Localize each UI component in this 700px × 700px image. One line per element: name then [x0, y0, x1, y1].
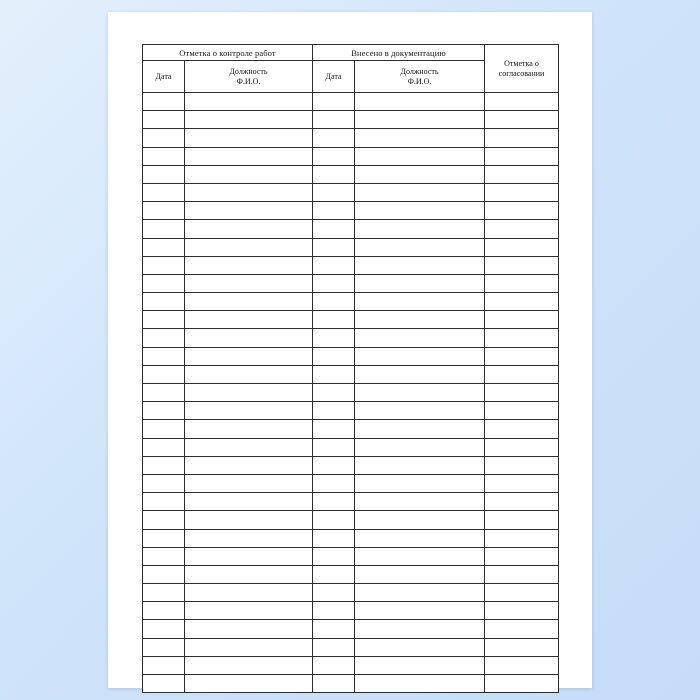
- table-body: [143, 93, 559, 693]
- table-cell[interactable]: [355, 238, 485, 256]
- table-cell[interactable]: [355, 111, 485, 129]
- table-cell[interactable]: [313, 202, 355, 220]
- header-date-documentation: [313, 61, 355, 93]
- table-cell[interactable]: [185, 293, 313, 311]
- table-cell[interactable]: [143, 584, 185, 602]
- table-cell[interactable]: [143, 365, 185, 383]
- table-row[interactable]: [143, 402, 559, 420]
- table-header: [143, 45, 559, 93]
- table-row[interactable]: [143, 93, 559, 111]
- table-row[interactable]: [143, 238, 559, 256]
- table-cell[interactable]: [355, 620, 485, 638]
- header-date-control-line1: Дата: [155, 71, 172, 81]
- table-cell[interactable]: [313, 656, 355, 674]
- table-cell[interactable]: [355, 93, 485, 111]
- table-row[interactable]: [143, 584, 559, 602]
- table-container: [142, 44, 558, 693]
- table-row[interactable]: [143, 511, 559, 529]
- table-cell[interactable]: [143, 456, 185, 474]
- table-cell[interactable]: [143, 111, 185, 129]
- table-cell[interactable]: [355, 220, 485, 238]
- table-cell[interactable]: [485, 274, 559, 292]
- table-row[interactable]: [143, 311, 559, 329]
- table-cell[interactable]: [485, 474, 559, 492]
- table-cell[interactable]: [313, 129, 355, 147]
- table-cell[interactable]: [143, 274, 185, 292]
- table-cell[interactable]: [355, 420, 485, 438]
- table-cell[interactable]: [485, 384, 559, 402]
- table-cell[interactable]: [355, 402, 485, 420]
- table-cell[interactable]: [355, 384, 485, 402]
- table-cell[interactable]: [485, 638, 559, 656]
- table-cell[interactable]: [485, 111, 559, 129]
- table-cell[interactable]: [313, 584, 355, 602]
- table-cell[interactable]: [355, 293, 485, 311]
- table-cell[interactable]: [185, 311, 313, 329]
- table-cell[interactable]: [485, 420, 559, 438]
- header-position-documentation: [355, 61, 485, 93]
- table-cell[interactable]: [485, 256, 559, 274]
- table-cell[interactable]: [313, 456, 355, 474]
- table-row[interactable]: [143, 420, 559, 438]
- table-cell[interactable]: [313, 493, 355, 511]
- table-cell[interactable]: [185, 456, 313, 474]
- group-header-control: Отметка о контроле работ: [143, 45, 313, 61]
- table-cell[interactable]: [185, 202, 313, 220]
- table-cell[interactable]: [313, 329, 355, 347]
- table-cell[interactable]: [485, 165, 559, 183]
- table-cell[interactable]: [313, 474, 355, 492]
- table-cell[interactable]: [485, 656, 559, 674]
- table-cell[interactable]: [185, 129, 313, 147]
- table-cell[interactable]: [313, 511, 355, 529]
- document-page: [108, 12, 592, 688]
- table-row[interactable]: [143, 183, 559, 201]
- table-cell[interactable]: [313, 111, 355, 129]
- header-position-control-line2: Ф.И.О.: [236, 76, 261, 86]
- table-cell[interactable]: [185, 220, 313, 238]
- header-date-control: [143, 61, 185, 93]
- table-cell[interactable]: [485, 511, 559, 529]
- table-cell[interactable]: [485, 547, 559, 565]
- table-row[interactable]: [143, 329, 559, 347]
- table-cell[interactable]: [485, 438, 559, 456]
- header-approval-line2: согласовании: [498, 68, 545, 78]
- table-cell[interactable]: [185, 565, 313, 583]
- table-row[interactable]: [143, 493, 559, 511]
- table-row[interactable]: [143, 111, 559, 129]
- table-cell[interactable]: [143, 402, 185, 420]
- table-cell[interactable]: [143, 293, 185, 311]
- table-cell[interactable]: [313, 93, 355, 111]
- table-cell[interactable]: [185, 675, 313, 693]
- table-row[interactable]: [143, 129, 559, 147]
- table-cell[interactable]: [185, 402, 313, 420]
- table-cell[interactable]: [313, 529, 355, 547]
- table-cell[interactable]: [313, 256, 355, 274]
- table-cell[interactable]: [143, 565, 185, 583]
- table-cell[interactable]: [185, 420, 313, 438]
- table-cell[interactable]: [143, 638, 185, 656]
- header-date-documentation-line1: Дата: [325, 71, 342, 81]
- table-cell[interactable]: [185, 165, 313, 183]
- table-cell[interactable]: [485, 293, 559, 311]
- table-row[interactable]: [143, 438, 559, 456]
- table-cell[interactable]: [313, 384, 355, 402]
- table-cell[interactable]: [485, 565, 559, 583]
- table-cell[interactable]: [355, 547, 485, 565]
- table-cell[interactable]: [313, 675, 355, 693]
- table-cell[interactable]: [355, 165, 485, 183]
- table-cell[interactable]: [355, 584, 485, 602]
- table-cell[interactable]: [185, 547, 313, 565]
- header-position-documentation-line1: Должность: [400, 66, 439, 76]
- table-cell[interactable]: [313, 402, 355, 420]
- table-cell[interactable]: [485, 602, 559, 620]
- table-cell[interactable]: [143, 620, 185, 638]
- header-position-control: [185, 61, 313, 93]
- table-cell[interactable]: [485, 129, 559, 147]
- table-cell[interactable]: [355, 129, 485, 147]
- table-cell[interactable]: [313, 274, 355, 292]
- table-cell[interactable]: [313, 347, 355, 365]
- table-cell[interactable]: [485, 147, 559, 165]
- table-cell[interactable]: [143, 129, 185, 147]
- table-row[interactable]: [143, 638, 559, 656]
- table-cell[interactable]: [355, 256, 485, 274]
- table-cell[interactable]: [485, 220, 559, 238]
- table-cell[interactable]: [185, 493, 313, 511]
- table-row[interactable]: [143, 456, 559, 474]
- table-cell[interactable]: [355, 438, 485, 456]
- table-cell[interactable]: [185, 256, 313, 274]
- table-cell[interactable]: [355, 529, 485, 547]
- table-cell[interactable]: [143, 93, 185, 111]
- table-cell[interactable]: [143, 347, 185, 365]
- table-row[interactable]: [143, 293, 559, 311]
- table-row[interactable]: [143, 620, 559, 638]
- table-cell[interactable]: [143, 202, 185, 220]
- table-cell[interactable]: [355, 675, 485, 693]
- table-cell[interactable]: [143, 474, 185, 492]
- table-cell[interactable]: [143, 529, 185, 547]
- table-cell[interactable]: [185, 365, 313, 383]
- table-cell[interactable]: [355, 347, 485, 365]
- table-row[interactable]: [143, 365, 559, 383]
- header-position-documentation-line2: Ф.И.О.: [407, 76, 432, 86]
- table-cell[interactable]: [143, 147, 185, 165]
- table-cell[interactable]: [485, 311, 559, 329]
- table-row[interactable]: [143, 347, 559, 365]
- table-cell[interactable]: [313, 438, 355, 456]
- table-cell[interactable]: [185, 147, 313, 165]
- table-cell[interactable]: [143, 329, 185, 347]
- table-cell[interactable]: [185, 93, 313, 111]
- table-cell[interactable]: [313, 547, 355, 565]
- table-cell[interactable]: [143, 602, 185, 620]
- table-row[interactable]: [143, 147, 559, 165]
- table-cell[interactable]: [313, 602, 355, 620]
- table-cell[interactable]: [313, 147, 355, 165]
- table-row[interactable]: [143, 165, 559, 183]
- table-row[interactable]: [143, 602, 559, 620]
- table-cell[interactable]: [313, 220, 355, 238]
- table-cell[interactable]: [185, 638, 313, 656]
- table-row[interactable]: [143, 384, 559, 402]
- table-cell[interactable]: [143, 165, 185, 183]
- header-approval-line1: Отметка о: [504, 58, 539, 68]
- table-cell[interactable]: [313, 293, 355, 311]
- table-cell[interactable]: [313, 638, 355, 656]
- table-row[interactable]: [143, 675, 559, 693]
- table-cell[interactable]: [355, 329, 485, 347]
- table-cell[interactable]: [485, 402, 559, 420]
- group-header-documentation: Внесено в документацию: [313, 45, 485, 61]
- table-cell[interactable]: [355, 274, 485, 292]
- table-cell[interactable]: [185, 438, 313, 456]
- table-cell[interactable]: [355, 493, 485, 511]
- table-cell[interactable]: [355, 602, 485, 620]
- table-cell[interactable]: [185, 183, 313, 201]
- table-cell[interactable]: [143, 493, 185, 511]
- table-row[interactable]: [143, 274, 559, 292]
- table-cell[interactable]: [313, 365, 355, 383]
- table-cell[interactable]: [185, 656, 313, 674]
- table-cell[interactable]: [185, 347, 313, 365]
- table-cell[interactable]: [485, 529, 559, 547]
- table-cell[interactable]: [485, 620, 559, 638]
- header-position-control-line1: Должность: [229, 66, 268, 76]
- table-row[interactable]: [143, 220, 559, 238]
- table-row[interactable]: [143, 256, 559, 274]
- table-cell[interactable]: [313, 165, 355, 183]
- table-row[interactable]: [143, 656, 559, 674]
- table-cell[interactable]: [355, 656, 485, 674]
- table-cell[interactable]: [313, 238, 355, 256]
- table-cell[interactable]: [355, 511, 485, 529]
- table-cell[interactable]: [313, 311, 355, 329]
- table-cell[interactable]: [355, 456, 485, 474]
- table-cell[interactable]: [143, 311, 185, 329]
- table-cell[interactable]: [185, 584, 313, 602]
- table-cell[interactable]: [355, 202, 485, 220]
- table-cell[interactable]: [313, 183, 355, 201]
- table-cell[interactable]: [485, 183, 559, 201]
- table-cell[interactable]: [143, 256, 185, 274]
- table-cell[interactable]: [143, 656, 185, 674]
- table-cell[interactable]: [185, 620, 313, 638]
- table-cell[interactable]: [185, 511, 313, 529]
- table-cell[interactable]: [355, 147, 485, 165]
- table-cell[interactable]: [355, 183, 485, 201]
- table-cell[interactable]: [185, 238, 313, 256]
- table-cell[interactable]: [143, 547, 185, 565]
- table-cell[interactable]: [485, 675, 559, 693]
- table-cell[interactable]: [143, 183, 185, 201]
- table-cell[interactable]: [485, 365, 559, 383]
- table-cell[interactable]: [185, 529, 313, 547]
- table-row[interactable]: [143, 474, 559, 492]
- table-cell[interactable]: [485, 238, 559, 256]
- table-cell[interactable]: [355, 365, 485, 383]
- table-row[interactable]: [143, 529, 559, 547]
- table-cell[interactable]: [485, 493, 559, 511]
- table-cell[interactable]: [143, 220, 185, 238]
- header-approval-mark: [485, 45, 559, 93]
- table-row[interactable]: [143, 202, 559, 220]
- table-cell[interactable]: [485, 584, 559, 602]
- table-cell[interactable]: [185, 602, 313, 620]
- table-cell[interactable]: [143, 511, 185, 529]
- table-cell[interactable]: [313, 565, 355, 583]
- table-cell[interactable]: [143, 420, 185, 438]
- table-cell[interactable]: [185, 111, 313, 129]
- table-cell[interactable]: [355, 638, 485, 656]
- table-row[interactable]: [143, 565, 559, 583]
- table-cell[interactable]: [143, 438, 185, 456]
- control-marks-table: [142, 44, 559, 693]
- table-group-header-row: [143, 45, 559, 61]
- table-cell[interactable]: [355, 311, 485, 329]
- table-cell[interactable]: [185, 274, 313, 292]
- table-cell[interactable]: [355, 474, 485, 492]
- table-cell[interactable]: [143, 675, 185, 693]
- table-cell[interactable]: [355, 565, 485, 583]
- table-cell[interactable]: [185, 329, 313, 347]
- table-cell[interactable]: [143, 238, 185, 256]
- table-cell[interactable]: [185, 474, 313, 492]
- table-row[interactable]: [143, 547, 559, 565]
- table-cell[interactable]: [485, 93, 559, 111]
- table-cell[interactable]: [485, 202, 559, 220]
- table-cell[interactable]: [485, 347, 559, 365]
- table-cell[interactable]: [485, 329, 559, 347]
- table-cell[interactable]: [143, 384, 185, 402]
- table-cell[interactable]: [185, 384, 313, 402]
- table-cell[interactable]: [485, 456, 559, 474]
- table-cell[interactable]: [313, 420, 355, 438]
- table-cell[interactable]: [313, 620, 355, 638]
